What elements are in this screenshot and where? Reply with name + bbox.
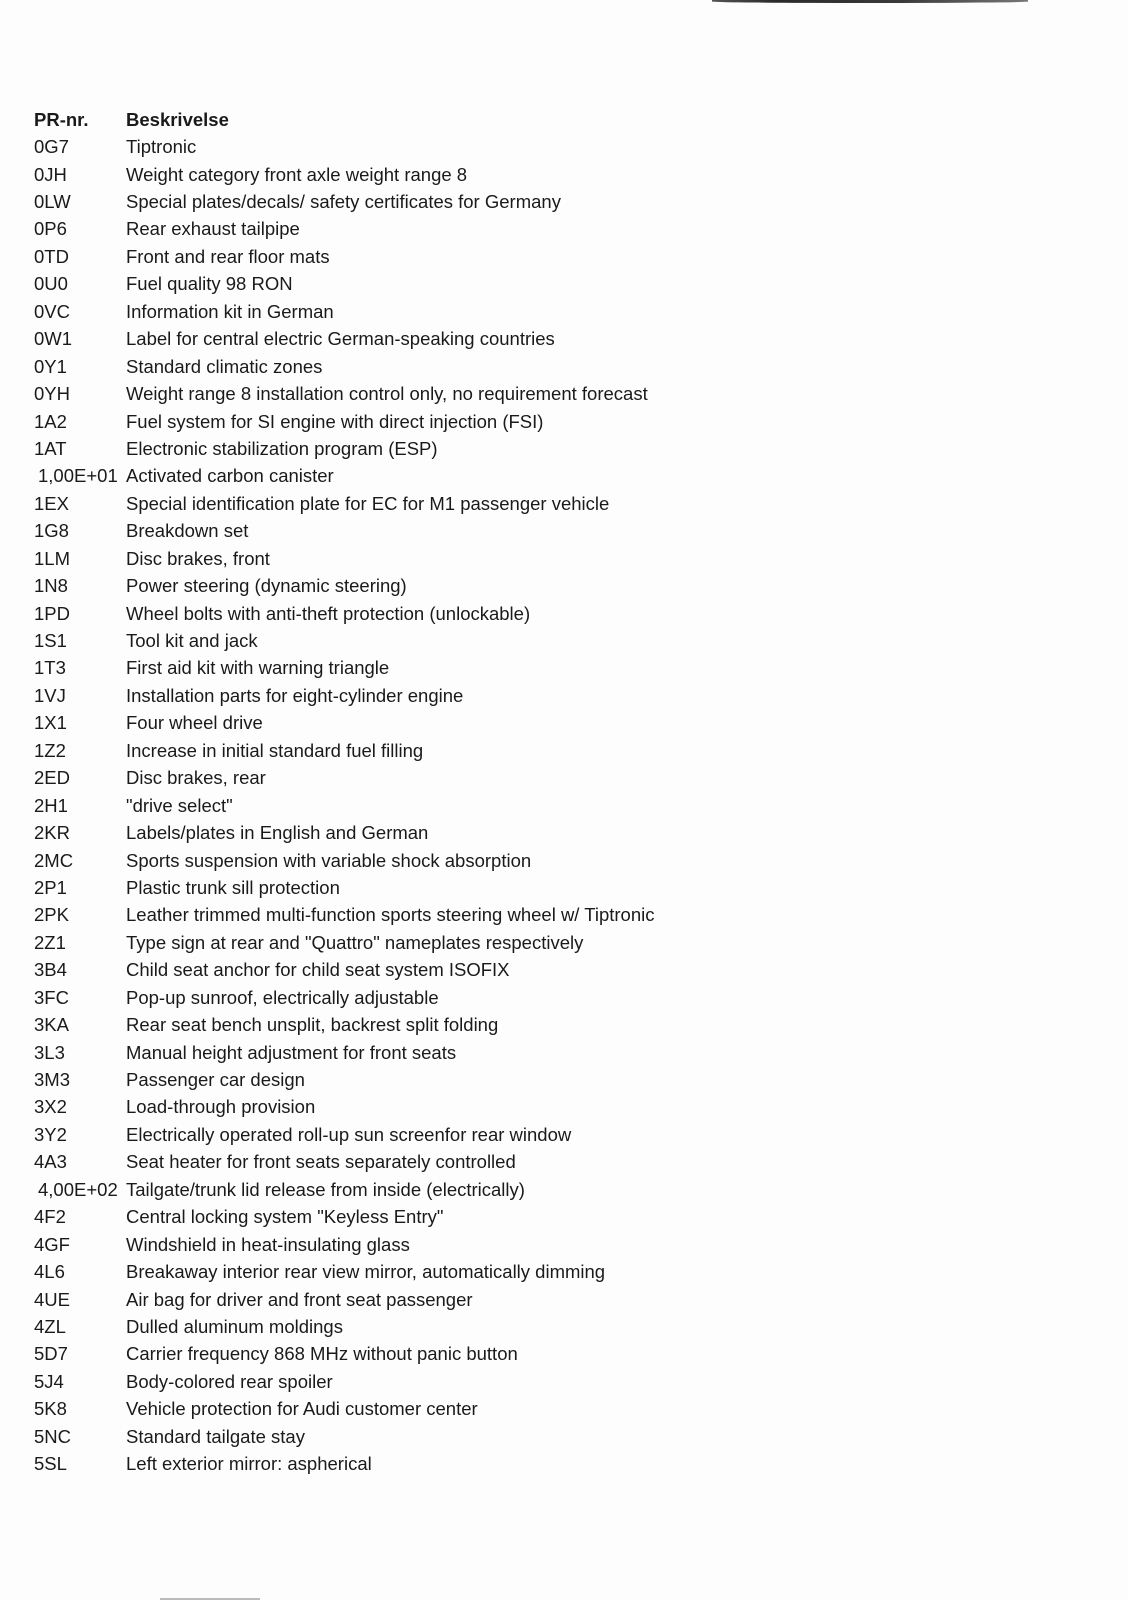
- table-row: [34, 627, 1034, 654]
- table-row: [34, 984, 1034, 1011]
- table-row: [34, 792, 1034, 819]
- table-row: [34, 545, 1034, 572]
- pr-code: 0P6: [34, 218, 67, 240]
- pr-code: 4GF: [34, 1233, 70, 1255]
- pr-description: Four wheel drive: [126, 712, 263, 734]
- pr-code: 2H1: [34, 794, 68, 816]
- pr-code: 3FC: [34, 986, 69, 1008]
- pr-description: Windshield in heat-insulating glass: [126, 1233, 410, 1255]
- table-body: [34, 133, 1034, 1477]
- pr-code: 5K8: [34, 1398, 67, 1420]
- pr-description: Body-colored rear spoiler: [126, 1370, 333, 1392]
- pr-description: Standard tailgate stay: [126, 1425, 305, 1447]
- table-row: [34, 1011, 1034, 1038]
- table-row: [34, 847, 1034, 874]
- table-row: [34, 1286, 1034, 1313]
- pr-code: 0VC: [34, 300, 70, 322]
- pr-code: 1G8: [34, 520, 69, 542]
- table-row: [34, 902, 1034, 929]
- pr-code: 2P1: [34, 876, 67, 898]
- pr-code: 5SL: [34, 1453, 67, 1475]
- pr-description: Central locking system "Keyless Entry": [126, 1206, 444, 1228]
- pr-code: 5J4: [34, 1370, 64, 1392]
- table-row: [34, 380, 1034, 407]
- pr-description: Carrier frequency 868 MHz without panic button: [126, 1343, 518, 1365]
- pr-code: 2Z1: [34, 931, 66, 953]
- pr-code: 0LW: [34, 191, 71, 213]
- table-row: [34, 874, 1034, 901]
- pr-code: 1,00E+01: [38, 465, 118, 487]
- pr-description: "drive select": [126, 794, 233, 816]
- pr-code: 0U0: [34, 273, 68, 295]
- table-row: [34, 819, 1034, 846]
- table-row: [34, 326, 1034, 353]
- pr-code: 1N8: [34, 575, 68, 597]
- table-row: [34, 737, 1034, 764]
- pr-description: Breakdown set: [126, 520, 249, 542]
- pr-description: Installation parts for eight-cylinder engine: [126, 684, 464, 706]
- pr-code: 1A2: [34, 410, 67, 432]
- pr-code: 4,00E+02: [38, 1178, 118, 1200]
- pr-code: 0G7: [34, 136, 69, 158]
- pr-code: 4A3: [34, 1151, 67, 1173]
- pr-description: Front and rear floor mats: [126, 245, 330, 267]
- table-row: [34, 133, 1034, 160]
- pr-description: First aid kit with warning triangle: [126, 657, 390, 679]
- pr-description: Increase in initial standard fuel filling: [126, 739, 424, 761]
- pr-code: 0W1: [34, 328, 73, 350]
- table-row: [34, 1423, 1034, 1450]
- pr-description: Manual height adjustment for front seats: [126, 1041, 457, 1063]
- pr-code: 4UE: [34, 1288, 70, 1310]
- table-row: [34, 765, 1034, 792]
- pr-code: 5D7: [34, 1343, 68, 1365]
- table-row: [34, 1231, 1034, 1258]
- table-row: [34, 710, 1034, 737]
- pr-description: Wheel bolts with anti-theft protection (unlockable): [126, 602, 531, 624]
- pr-code: 0Y1: [34, 355, 67, 377]
- table-row: [34, 1094, 1034, 1121]
- pr-description: Standard climatic zones: [126, 355, 323, 377]
- pr-description: Plastic trunk sill protection: [126, 876, 340, 898]
- pr-description: Labels/plates in English and German: [126, 822, 429, 844]
- pr-description: Rear seat bench unsplit, backrest split folding: [126, 1014, 499, 1036]
- pr-description: Left exterior mirror: aspherical: [126, 1453, 372, 1475]
- table-row: [34, 1176, 1034, 1203]
- table-row: [34, 216, 1034, 243]
- pr-code: 4L6: [34, 1261, 65, 1283]
- pr-code: 1LM: [34, 547, 70, 569]
- pr-description: Disc brakes, front: [126, 547, 270, 569]
- table-header: [34, 106, 1034, 133]
- table-row: [34, 518, 1034, 545]
- table-row: [34, 1258, 1034, 1285]
- pr-code: 3B4: [34, 959, 67, 981]
- pr-description: Tool kit and jack: [126, 630, 258, 652]
- pr-code: 1X1: [34, 712, 67, 734]
- pr-code: 1AT: [34, 437, 67, 459]
- pr-description: Electronic stabilization program (ESP): [126, 437, 438, 459]
- pr-code: 2KR: [34, 822, 70, 844]
- pr-description: Type sign at rear and "Quattro" nameplates respectively: [126, 931, 584, 953]
- pr-code: 2PK: [34, 904, 69, 926]
- pr-code: 2ED: [34, 767, 70, 789]
- pr-description: Tiptronic: [126, 136, 197, 158]
- pr-description: Sports suspension with variable shock absorption: [126, 849, 532, 871]
- pr-code: 1PD: [34, 602, 70, 624]
- pr-description: Child seat anchor for child seat system ISOFIX: [126, 959, 510, 981]
- table-row: [34, 957, 1034, 984]
- pr-description: Dulled aluminum moldings: [126, 1315, 343, 1337]
- pr-code: 1T3: [34, 657, 66, 679]
- pr-code: 1Z2: [34, 739, 66, 761]
- pr-code: 4F2: [34, 1206, 66, 1228]
- pr-description: Air bag for driver and front seat passenger: [126, 1288, 473, 1310]
- table-row: [34, 463, 1034, 490]
- pr-description: Label for central electric German-speaking countries: [126, 328, 555, 350]
- pr-description: Tailgate/trunk lid release from inside (electrically): [126, 1178, 525, 1200]
- table-row: [34, 1396, 1034, 1423]
- pr-code: 3KA: [34, 1014, 69, 1036]
- table-row: [34, 600, 1034, 627]
- table-row: [34, 1066, 1034, 1093]
- pr-code: 3Y2: [34, 1123, 67, 1145]
- table-row: [34, 161, 1034, 188]
- pr-description: Special identification plate for EC for M1 passenger vehicle: [126, 492, 610, 514]
- table-row: [34, 1039, 1034, 1066]
- pr-description: Rear exhaust tailpipe: [126, 218, 300, 240]
- pr-code: 2MC: [34, 849, 74, 871]
- pr-code: 1S1: [34, 630, 67, 652]
- pr-description: Information kit in German: [126, 300, 334, 322]
- table-row: [34, 353, 1034, 380]
- pr-description: Special plates/decals/ safety certificates for Germany: [126, 191, 561, 213]
- scan-edge-top: [712, 0, 1028, 3]
- table-row: [34, 929, 1034, 956]
- pr-code: 1VJ: [34, 684, 66, 706]
- pr-description: Passenger car design: [126, 1069, 305, 1091]
- pr-code-table: [34, 106, 1034, 1478]
- column-header-code: PR-nr.: [34, 108, 89, 130]
- table-row: [34, 1121, 1034, 1148]
- pr-description: Electrically operated roll-up sun screenfor rear window: [126, 1123, 572, 1145]
- table-row: [34, 572, 1034, 599]
- pr-description: Pop-up sunroof, electrically adjustable: [126, 986, 439, 1008]
- table-row: [34, 298, 1034, 325]
- pr-description: Leather trimmed multi-function sports steering wheel w/ Tiptronic: [126, 904, 655, 926]
- table-row: [34, 1450, 1034, 1477]
- table-row: [34, 1204, 1034, 1231]
- pr-code: 0TD: [34, 245, 69, 267]
- pr-description: Weight category front axle weight range 8: [126, 163, 468, 185]
- pr-description: Load-through provision: [126, 1096, 316, 1118]
- table-row: [34, 1341, 1034, 1368]
- pr-code: 1EX: [34, 492, 69, 514]
- table-row: [34, 435, 1034, 462]
- table-row: [34, 243, 1034, 270]
- table-row: [34, 1313, 1034, 1340]
- table-row: [34, 682, 1034, 709]
- pr-code: 4ZL: [34, 1315, 66, 1337]
- pr-description: Vehicle protection for Audi customer center: [126, 1398, 478, 1420]
- pr-description: Weight range 8 installation control only, no requirement forecast: [126, 383, 648, 405]
- pr-code: 3L3: [34, 1041, 65, 1063]
- table-row: [34, 655, 1034, 682]
- pr-code: 3X2: [34, 1096, 67, 1118]
- pr-code: 0YH: [34, 383, 70, 405]
- table-row: [34, 1149, 1034, 1176]
- pr-code: 0JH: [34, 163, 67, 185]
- table-row: [34, 408, 1034, 435]
- pr-description: Fuel system for SI engine with direct injection (FSI): [126, 410, 544, 432]
- table-row: [34, 271, 1034, 298]
- table-row: [34, 188, 1034, 215]
- pr-description: Seat heater for front seats separately controlled: [126, 1151, 516, 1173]
- table-row: [34, 490, 1034, 517]
- table-row: [34, 1368, 1034, 1395]
- pr-description: Power steering (dynamic steering): [126, 575, 407, 597]
- pr-description: Breakaway interior rear view mirror, automatically dimming: [126, 1261, 606, 1283]
- column-header-description: Beskrivelse: [126, 108, 229, 130]
- pr-code: 3M3: [34, 1069, 70, 1091]
- pr-code: 5NC: [34, 1425, 72, 1447]
- pr-description: Activated carbon canister: [126, 465, 334, 487]
- pr-description: Disc brakes, rear: [126, 767, 266, 789]
- pr-description: Fuel quality 98 RON: [126, 273, 293, 295]
